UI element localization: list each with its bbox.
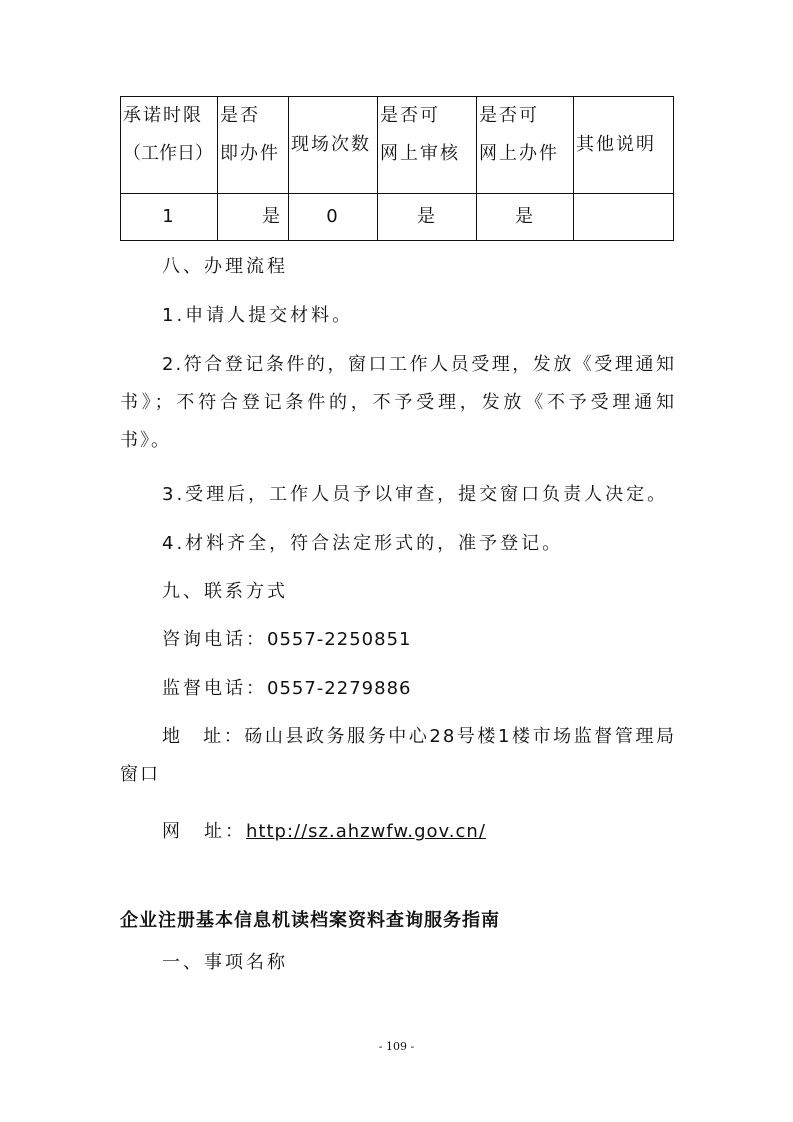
address-value: 砀山县政务服务中心28号楼1楼市场监督管理局窗口 [120,726,677,785]
header-online-handle: 是否可 网上办件 [477,97,574,194]
consult-phone-value: 0557-2250851 [267,629,412,650]
value-visits: 0 [289,194,378,241]
consult-phone-line [162,621,676,659]
section-9-title: 九、联系方式 [162,581,288,602]
website-link[interactable]: http://sz.ahzwfw.gov.cn/ [246,821,486,842]
process-step-4: 4.材料齐全，符合法定形式的，准予登记。 [162,533,564,554]
value-notes [574,194,674,241]
header-instant: 是否 即办件 [218,97,289,194]
next-guide-section-1: 一、事项名称 [162,952,288,973]
service-info-table [120,96,674,241]
address-line [120,718,676,794]
page-number: - 109 - [378,1040,415,1053]
header-visits: 现场次数 [289,97,378,194]
value-online-handle: 是 [477,194,574,241]
value-online-review: 是 [378,194,477,241]
section-8-title: 八、办理流程 [162,256,288,277]
supervise-phone-label: 监督电话： [162,678,267,699]
header-online-review: 是否可 网上审核 [378,97,477,194]
table-header-row [121,97,674,194]
consult-phone-label: 咨询电话： [162,629,267,650]
website-label-text: 网 址： [162,821,246,842]
process-step-1: 1.申请人提交材料。 [162,305,354,326]
process-step-3: 3.受理后，工作人员予以审查，提交窗口负责人决定。 [162,484,669,505]
value-instant: 是 [218,194,289,241]
website-line [162,813,676,851]
next-guide-title: 企业注册基本信息机读档案资料查询服务指南 [120,910,500,931]
value-time-limit: 1 [121,194,218,241]
table-value-row [121,194,674,241]
supervise-phone-line [162,670,676,708]
header-time-limit: 承诺时限 （工作日） [121,97,218,194]
address-label: 地 址： [162,726,245,747]
supervise-phone-value: 0557-2279886 [267,678,412,699]
header-notes: 其他说明 [574,97,674,194]
process-step-2: 2.符合登记条件的，窗口工作人员受理，发放《受理通知书》；不符合登记条件的，不予受理，发放《不予受理通知书》。 [120,354,676,451]
